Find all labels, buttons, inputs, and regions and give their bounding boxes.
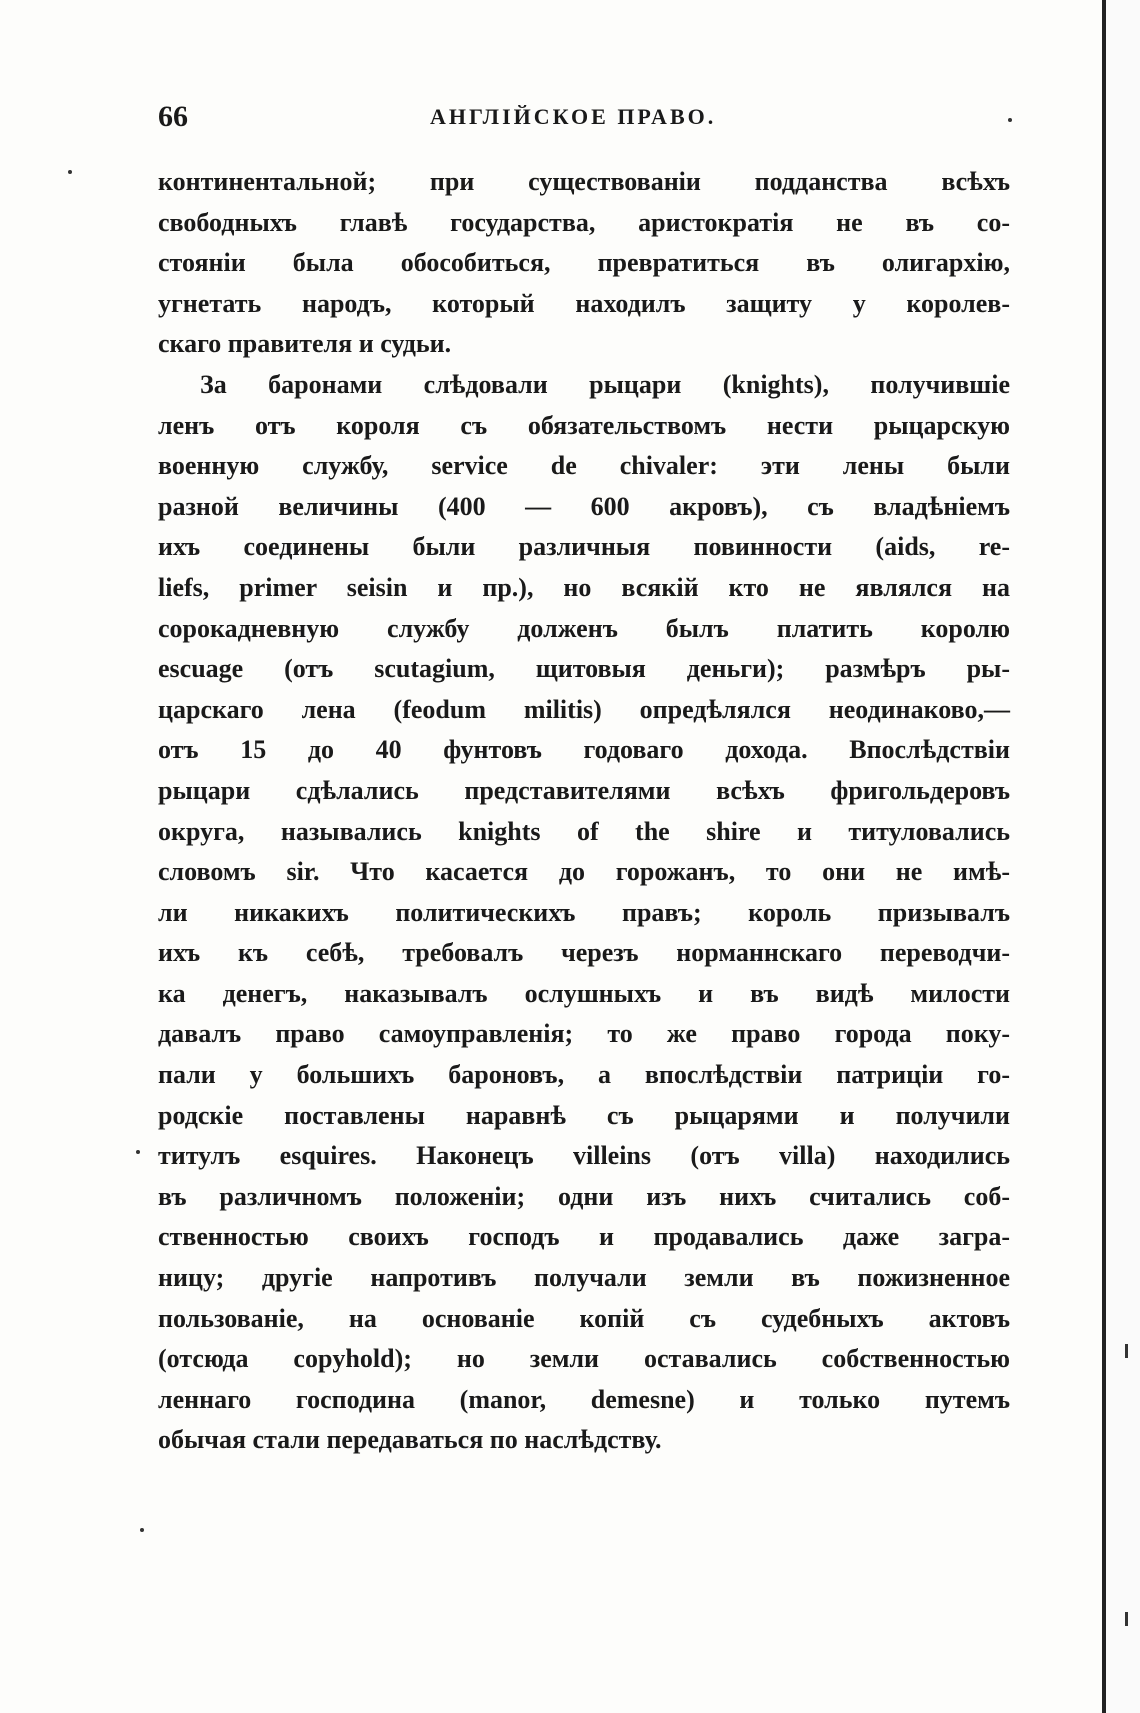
text-line: свободныхъ главѣ государства, аристократія не въ со-	[158, 207, 1010, 237]
page-header	[158, 100, 1010, 144]
text-line: скаго правителя и судьи.	[158, 329, 452, 359]
text-line: обычая стали передаваться по наслѣдству.	[158, 1425, 662, 1455]
text-line: континентальной; при существованіи подданства всѣхъ	[158, 167, 1010, 196]
text-line: титулъ esquires. Наконецъ villeins (отъ villa) находились	[158, 1141, 1010, 1171]
text-line: леннаго господина (manor, demesne) и только путемъ	[158, 1384, 1010, 1414]
text-line: отъ 15 до 40 фунтовъ годоваго дохода. Впослѣдствіи	[158, 735, 1010, 765]
text-line: царскаго лена (feodum militis) опредѣлялся неодинаково,—	[158, 694, 1010, 724]
text-line: въ различномъ положеніи; одни изъ нихъ считались соб-	[158, 1181, 1010, 1211]
text-line: ственностью своихъ господъ и продавались даже загра-	[158, 1222, 1010, 1252]
speck	[68, 170, 72, 174]
speck	[140, 1528, 144, 1532]
text-line: давалъ право самоуправленія; то же право города поку-	[158, 1019, 1010, 1049]
text-line: пали у большихъ бароновъ, а впослѣдствіи патриціи го-	[158, 1060, 1010, 1090]
running-title: АНГЛІЙСКОЕ ПРАВО.	[430, 104, 717, 129]
text-line: пользованіе, на основаніе копій съ судебныхъ актовъ	[158, 1303, 1010, 1333]
speck	[136, 1150, 140, 1154]
edge-tick	[1125, 1612, 1128, 1626]
page-edge-border	[1102, 0, 1140, 1713]
text-line: сорокадневную службу долженъ былъ платить королю	[158, 613, 1010, 643]
text-line: (отсюда copyhold); но земли оставались собственностью	[158, 1344, 1010, 1374]
body-text	[158, 162, 1010, 1461]
text-line: родскіе поставлены наравнѣ съ рыцарями и получили	[158, 1100, 1010, 1130]
edge-tick	[1125, 1344, 1128, 1358]
text-line: словомъ sir. Что касается до горожанъ, то они не имѣ-	[158, 857, 1010, 887]
text-line: разной величины (400 — 600 акровъ), съ владѣніемъ	[158, 491, 1010, 521]
text-line: ницу; другіе напротивъ получали земли въ пожизненное	[158, 1263, 1010, 1293]
text-line: ихъ соединены были различныя повинности (aids, re-	[158, 532, 1010, 562]
text-line: ленъ отъ короля съ обязательствомъ нести рыцарскую	[158, 410, 1010, 440]
text-line: liefs, primer seisin и пр.), но всякій кто не являлся на	[158, 572, 1010, 602]
text-line: округа, назывались knights of the shire и титуловались	[158, 816, 1010, 846]
text-line: ли никакихъ политическихъ правъ; король призывалъ	[158, 897, 1010, 927]
page-number: 66	[158, 100, 188, 133]
text-line: стояніи была обособиться, превратиться въ олигархію,	[158, 248, 1010, 278]
text-line: ихъ къ себѣ, требовалъ черезъ норманнскаго переводчи-	[158, 938, 1010, 968]
text-line: escuage (отъ scutagium, щитовыя деньги); размѣръ ры-	[158, 654, 1010, 684]
text-line: ка денегъ, наказывалъ ослушныхъ и въ видѣ милости	[158, 978, 1010, 1008]
text-line: военную службу, service de chivaler: эти лены были	[158, 451, 1010, 481]
paragraph-start-line: За баронами слѣдовали рыцари (knights), получившіе	[200, 369, 1010, 399]
text-line: рыцари сдѣлались представителями всѣхъ фригольдеровъ	[158, 775, 1010, 805]
text-line: угнетать народъ, который находилъ защиту у королев-	[158, 288, 1010, 318]
